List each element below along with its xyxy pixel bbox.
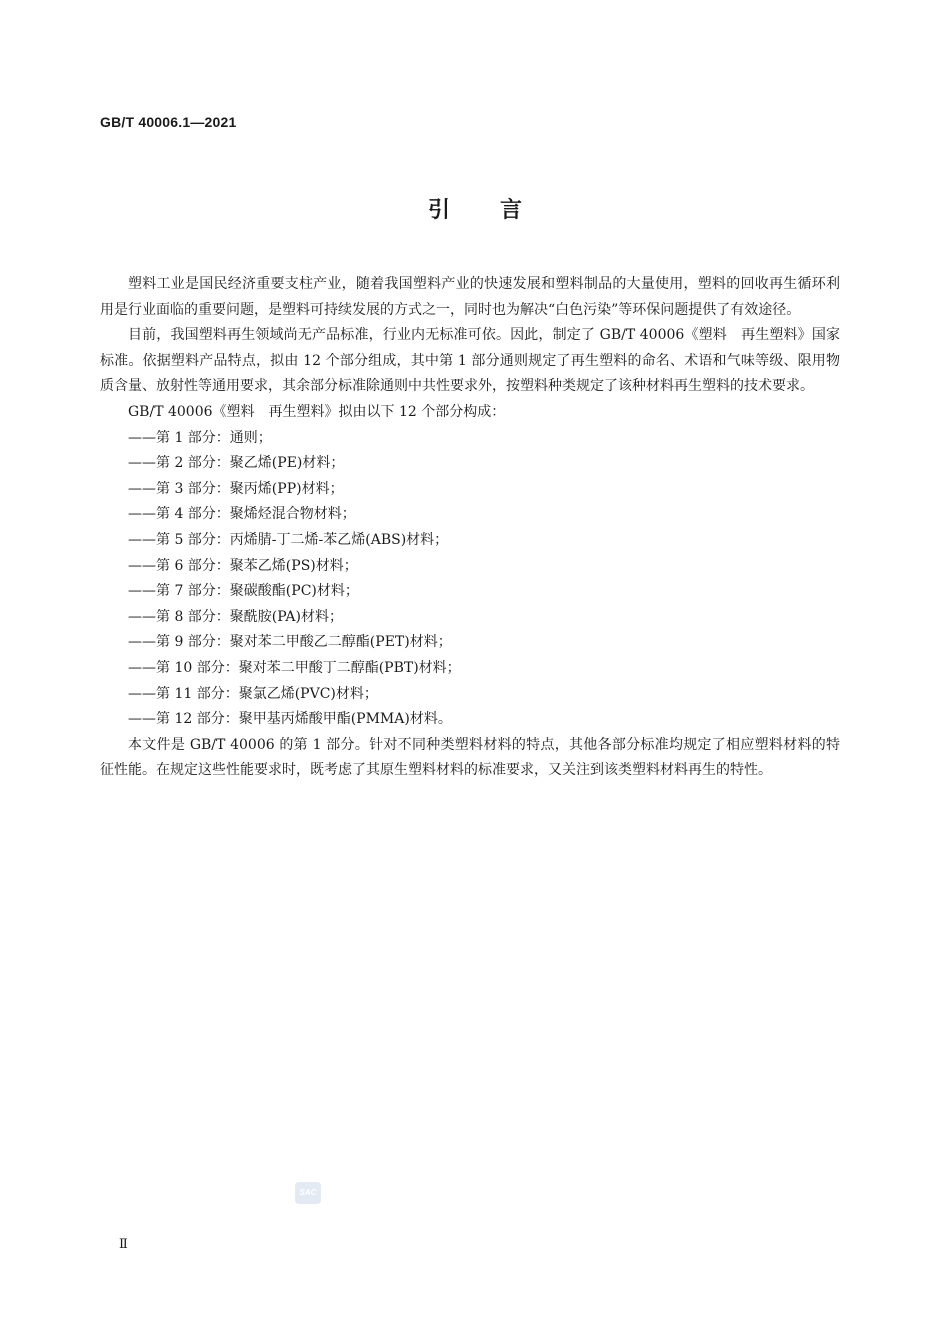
standard-code: GB/T 40006.1—2021 — [100, 114, 237, 130]
introduction-body — [100, 272, 840, 784]
list-item: ——第 4 部分：聚烯烃混合物材料； — [128, 506, 356, 523]
list-item: ——第 2 部分：聚乙烯(PE)材料； — [128, 455, 345, 472]
paragraph-parts-intro: GB/T 40006《塑料 再生塑料》拟由以下 12 个部分构成： — [128, 403, 506, 420]
list-item: ——第 5 部分：丙烯腈-丁二烯-苯乙烯(ABS)材料； — [128, 531, 449, 548]
sac-watermark-logo: SAC — [295, 1182, 321, 1204]
list-item: ——第 12 部分：聚甲基丙烯酸甲酯(PMMA)材料。 — [128, 711, 452, 728]
list-item: ——第 3 部分：聚丙烯(PP)材料； — [128, 480, 344, 497]
list-item: ——第 11 部分：聚氯乙烯(PVC)材料； — [128, 685, 378, 702]
list-item: ——第 9 部分：聚对苯二甲酸乙二醇酯(PET)材料； — [128, 634, 452, 651]
list-item: ——第 1 部分：通则； — [128, 429, 272, 446]
list-item: ——第 8 部分：聚酰胺(PA)材料； — [128, 608, 343, 625]
page-number: Ⅱ — [119, 1237, 128, 1252]
list-item: ——第 7 部分：聚碳酸酯(PC)材料； — [128, 583, 359, 600]
parts-list — [100, 426, 840, 733]
paragraph-background: 塑料工业是国民经济重要支柱产业，随着我国塑料产业的快速发展和塑料制品的大量使用，塑料的回收再生循环利用是行业面临的重要问题，是塑料可持续发展的方式之一，同时也为解决“白色污染”等环保问题提供了有效途径。 — [100, 276, 840, 318]
page-title: 引言 — [427, 198, 572, 223]
paragraph-current-status: 目前，我国塑料再生领域尚无产品标准，行业内无标准可依。因此，制定了 GB/T 40006《塑料 再生塑料》国家标准。依据塑料产品特点，拟由 12 个部分组成，其中第 1 部分通则规定了再生塑料的命名、术语和气味等级、限用物质含量、放射性等通用要求，其余部分标准除通则中共性要求外，按塑料种类规定了该种材料再生塑料的技术要求。 — [100, 327, 840, 395]
paragraph-this-document: 本文件是 GB/T 40006 的第 1 部分。针对不同种类塑料材料的特点，其他各部分标准均规定了相应塑料材料的特征性能。在规定这些性能要求时，既考虑了其原生塑料材料的标准要求，又关注到该类塑料材料再生的特性。 — [100, 736, 840, 779]
list-item: ——第 10 部分：聚对苯二甲酸丁二醇酯(PBT)材料； — [128, 659, 461, 676]
list-item: ——第 6 部分：聚苯乙烯(PS)材料； — [128, 557, 358, 574]
